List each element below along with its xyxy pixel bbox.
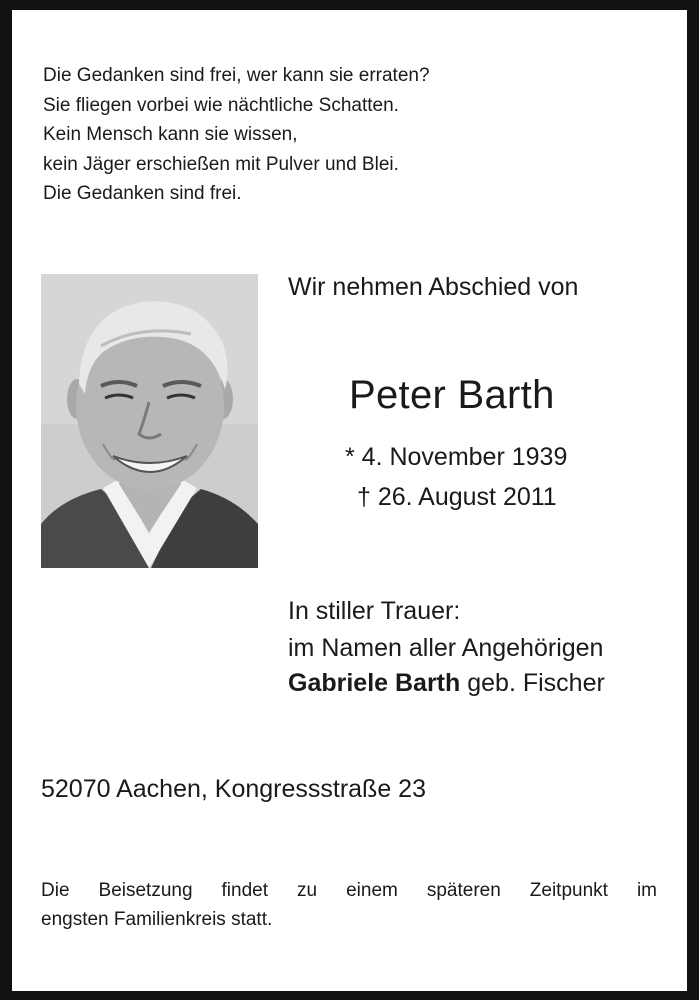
poem <box>43 61 430 209</box>
mourning-line: im Namen aller Angehörigen <box>288 634 604 662</box>
mourning-line: In stiller Trauer: <box>288 597 461 625</box>
poem-line: kein Jäger erschießen mit Pulver und Blei. <box>43 153 399 175</box>
poem-line: Die Gedanken sind frei. <box>43 183 242 204</box>
burial-note <box>41 876 657 934</box>
burial-line: engsten Familienkreis statt. <box>41 909 273 930</box>
mourner-suffix: geb. Fischer <box>467 669 605 697</box>
mourner <box>288 669 605 698</box>
poem-line: Sie fliegen vorbei wie nächtliche Schatten. <box>43 94 399 116</box>
poem-line: Die Gedanken sind frei, wer kann sie erraten? <box>43 65 430 86</box>
mourner-name: Gabriele Barth <box>288 669 461 697</box>
address: 52070 Aachen, Kongressstraße 23 <box>41 775 426 803</box>
portrait-photo <box>41 274 258 568</box>
poem-line: Kein Mensch kann sie wissen, <box>43 124 298 145</box>
deceased-name: Peter Barth <box>349 373 555 417</box>
birth-date: * 4. November 1939 <box>345 443 568 471</box>
mourning-text <box>288 593 603 667</box>
farewell-text: Wir nehmen Abschied von <box>288 273 579 301</box>
death-date: † 26. August 2011 <box>357 483 557 511</box>
portrait-illustration <box>41 274 258 568</box>
burial-line: Die Beisetzung findet zu einem späteren Zeitpunkt im <box>41 880 657 901</box>
